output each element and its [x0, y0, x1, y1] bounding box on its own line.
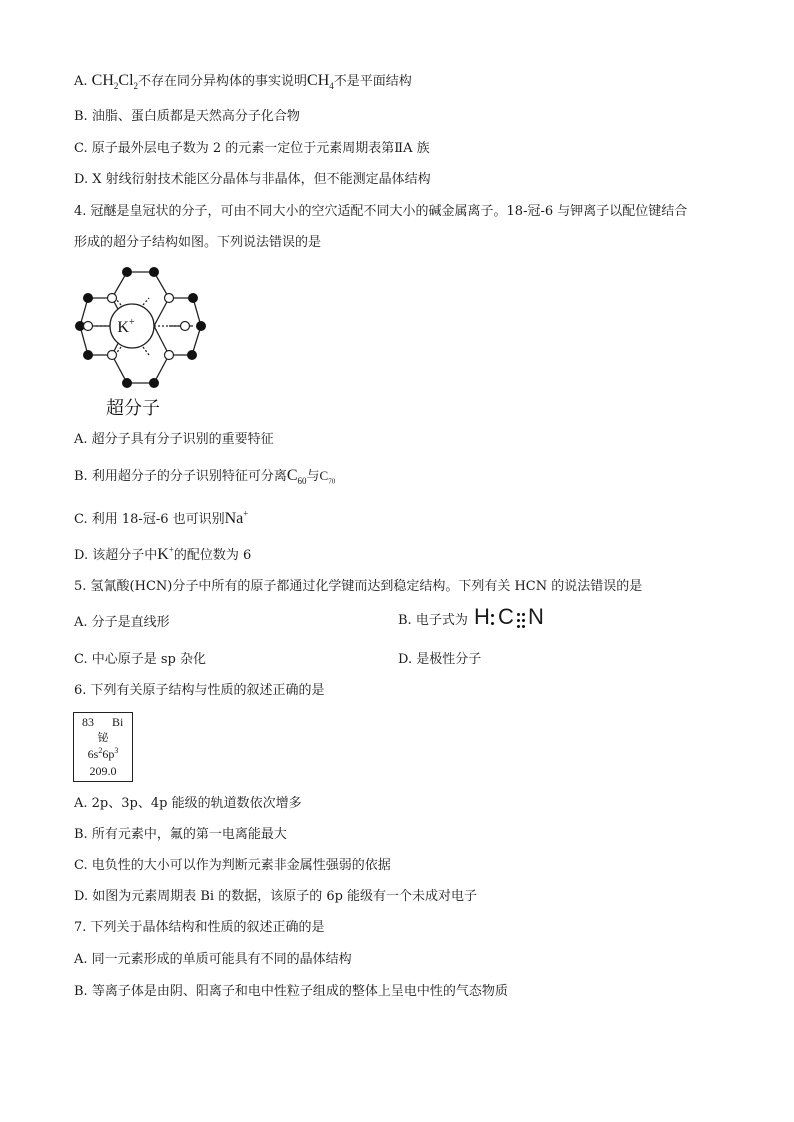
q5-option-c: C. 中心原子是 sp 杂化 [74, 652, 207, 667]
option-text: 不存在同分异构体的事实说明 [138, 74, 308, 89]
bismuth-element-card [73, 712, 133, 782]
q4-stem-line1: 4. 冠醚是皇冠状的分子，可由不同大小的空穴适配不同大小的碱金属离子。18-冠-6 与钾离子以配位键结合 [74, 204, 688, 219]
atomic-number: 83 [82, 715, 94, 729]
oxygen-atom [165, 294, 174, 303]
q5-option-a: A. 分子是直线形 [74, 615, 170, 630]
option-letter: A. [74, 74, 92, 89]
q5-option-d: D. 是极性分子 [398, 652, 482, 667]
bond-dots [491, 614, 495, 628]
formula-k-ion: K+ [157, 544, 174, 563]
formula-ch4: $CH_4$ [307, 72, 334, 92]
triple-bond-dots [517, 613, 527, 629]
q6-option-c: C. 电负性的大小可以作为判断元素非金属性强弱的依据 [74, 858, 391, 873]
crown-ether-figure [68, 256, 218, 424]
q4-option-d: D. 该超分子中K+的配位数为 6 [74, 544, 252, 563]
carbon-atom [196, 321, 206, 331]
element-symbol: Bi [112, 715, 124, 729]
q5-stem: 5. 氢氰酸(HCN)分子中所有的原子都通过化学键而达到稳定结构。下列有关 HCN 的说法错误的是 [74, 579, 643, 594]
q3-option-a [74, 72, 412, 91]
carbon-atom [83, 350, 93, 360]
element-name: 铋 [97, 731, 109, 744]
q7-stem: 7. 下列关于晶体结构和性质的叙述正确的是 [74, 920, 325, 935]
q4-option-b: B. 利用超分子的分子识别特征可分离$C_{60}$与$C_{70}$ [74, 467, 336, 487]
formula-c70: $C_{70}$ [319, 468, 336, 486]
q7-option-a: A. 同一元素形成的单质可能具有不同的晶体结构 [74, 952, 352, 967]
carbon-atom [122, 267, 132, 277]
q4-option-a: A. 超分子具有分子识别的重要特征 [74, 432, 274, 447]
oxygen-atom [108, 351, 117, 360]
electron-configuration: $6s^26p^3$ [87, 746, 119, 761]
q3-option-d: D. X 射线衍射技术能区分晶体与非晶体，但不能测定晶体结构 [74, 172, 431, 187]
formula-ch2cl2: $CH_2Cl_2$ [91, 72, 139, 92]
q4-stem-line2: 形成的超分子结构如图。下列说法错误的是 [74, 235, 322, 250]
oxygen-atom [181, 322, 190, 331]
figure-caption: 超分子 [106, 398, 160, 419]
q3-option-b: B. 油脂、蛋白质都是天然高分子化合物 [74, 109, 300, 124]
carbon-atom [188, 293, 198, 303]
oxygen-atom [84, 322, 93, 331]
carbon-atom [83, 293, 93, 303]
q6-option-b: B. 所有元素中，氟的第一电离能最大 [74, 827, 287, 842]
carbon-atom [122, 378, 132, 388]
carbon-atom [149, 378, 159, 388]
q6-option-a: A. 2p、3p、4p 能级的轨道数依次增多 [74, 796, 302, 811]
oxygen-atom [165, 351, 174, 360]
formula-c60: $C_{60}$ [286, 467, 307, 487]
q6-option-d: D. 如图为元素周期表 Bi 的数据，该原子的 6p 能级有一个未成对电子 [74, 889, 478, 904]
q6-stem: 6. 下列有关原子结构与性质的叙述正确的是 [74, 683, 325, 698]
carbon-atom [149, 267, 159, 277]
q4-option-c: C. 利用 18-冠-6 也可识别Na+ [74, 508, 249, 527]
q7-option-b: B. 等离子体是由阴、阳离子和电中性粒子组成的整体上呈电中性的气态物质 [74, 984, 508, 999]
q3-option-c: C. 原子最外层电子数为 2 的元素一定位于元素周期表第ⅡA 族 [74, 141, 430, 156]
hcn-electron-formula: H C N [473, 604, 544, 629]
carbon-atom [187, 350, 197, 360]
potassium-ion-label: K+ [117, 317, 135, 336]
atomic-mass: 209.0 [89, 764, 117, 778]
coordination-bond [143, 347, 149, 355]
q5-option-b: B. 电子式为 H C N [398, 610, 552, 632]
oxygen-atom [108, 294, 117, 303]
formula-na-ion: Na+ [224, 508, 249, 527]
coordination-bond [143, 298, 149, 305]
option-text-tail: 不是平面结构 [333, 74, 412, 89]
